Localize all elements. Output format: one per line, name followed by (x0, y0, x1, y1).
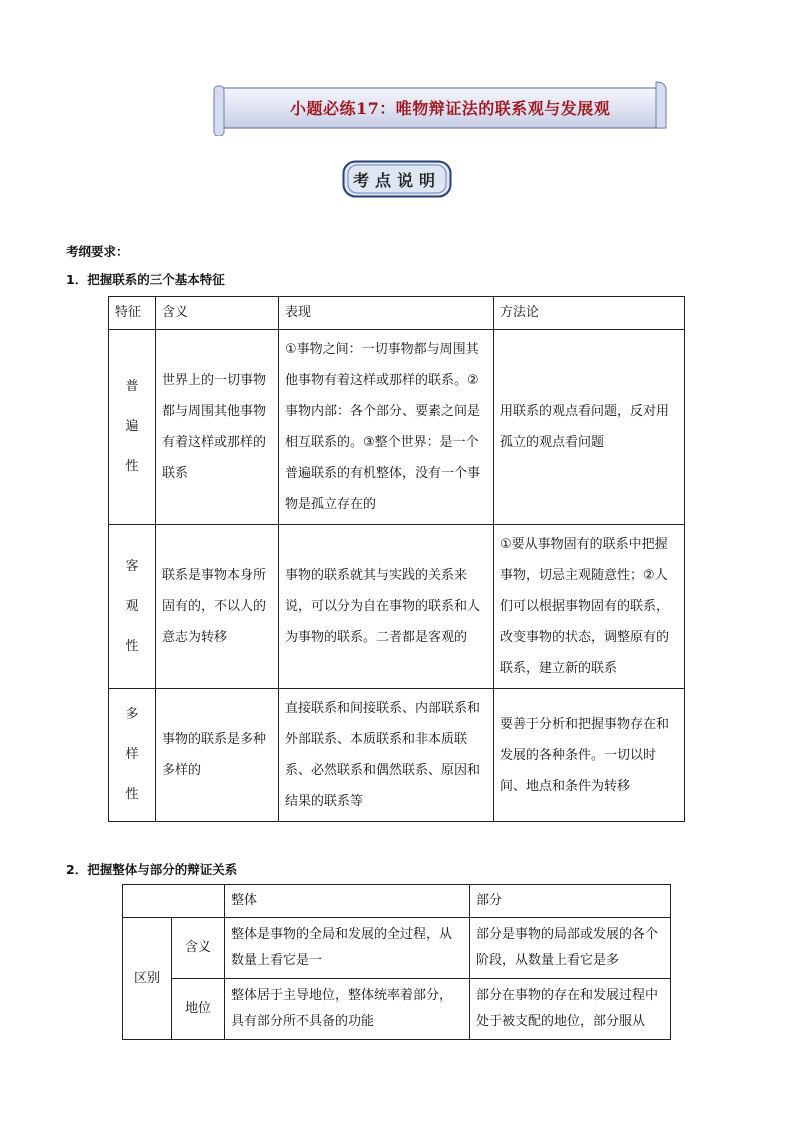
feature-cell: 客 观 性 (109, 525, 156, 689)
header-expression: 表现 (279, 297, 494, 330)
methodology-cell: ①要从事物固有的联系中把握事物，切忌主观随意性；②人们可以根据事物固有的联系，改变事物的状态，调整原有的联系，建立新的联系 (494, 525, 685, 689)
header-part: 部分 (470, 885, 671, 918)
methodology-cell: 要善于分析和把握事物存在和发展的各种条件。一切以时间、地点和条件为转移 (494, 689, 685, 822)
table-header-row (123, 885, 671, 918)
feature-cell: 普 遍 性 (109, 330, 156, 525)
part-cell: 部分是事物的局部或发展的各个阶段，从数量上看它是多 (470, 918, 671, 979)
expression-cell: ①事物之间：一切事物都与周围其他事物有着这样或那样的联系。②事物内部：各个部分、要素之间是相互联系的。③整个世界：是一个普遍联系的有机整体，没有一个事物是孤立存在的 (279, 330, 494, 525)
table-header-row (109, 297, 685, 330)
table-row (109, 525, 685, 689)
methodology-cell: 用联系的观点看问题，反对用孤立的观点看问题 (494, 330, 685, 525)
section-badge (342, 160, 452, 198)
part-cell: 部分在事物的存在和发展过程中处于被支配的地位，部分服从 (470, 979, 671, 1040)
group-label-cell: 区别 (123, 918, 172, 1040)
header-whole: 整体 (225, 885, 470, 918)
expression-cell: 事物的联系就其与实践的关系来说，可以分为自在事物的联系和人为事物的联系。二者都是客观的 (279, 525, 494, 689)
whole-part-table (122, 884, 671, 1040)
section2-title: 2．把握整体与部分的辩证关系 (66, 862, 238, 877)
connection-features-table (108, 296, 685, 822)
table-row (123, 979, 671, 1040)
feature-cell: 多 样 性 (109, 689, 156, 822)
meaning-cell: 联系是事物本身所固有的，不以人的意志为转移 (156, 525, 279, 689)
expression-cell: 直接联系和间接联系、内部联系和外部联系、本质联系和非本质联系、必然联系和偶然联系、原因和结果的联系等 (279, 689, 494, 822)
page-title: 小题必练17：唯物辩证法的联系观与发展观 (290, 99, 611, 118)
whole-cell: 整体居于主导地位，整体统率着部分，具有部分所不具备的功能 (225, 979, 470, 1040)
header-feature: 特征 (109, 297, 156, 330)
badge-label: 考点说明 (352, 171, 441, 190)
header-empty (123, 885, 225, 918)
table-row (109, 330, 685, 525)
meaning-cell: 世界上的一切事物都与周围其他事物有着这样或那样的联系 (156, 330, 279, 525)
whole-cell: 整体是事物的全局和发展的全过程，从数量上看它是一 (225, 918, 470, 979)
meaning-cell: 事物的联系是多种多样的 (156, 689, 279, 822)
title-banner (212, 80, 668, 136)
table-row (123, 918, 671, 979)
row-label-cell: 地位 (172, 979, 225, 1040)
table-row (109, 689, 685, 822)
requirement-heading: 考纲要求： (66, 244, 129, 259)
header-meaning: 含义 (156, 297, 279, 330)
section1-title: 1．把握联系的三个基本特征 (66, 272, 225, 287)
header-methodology: 方法论 (494, 297, 685, 330)
row-label-cell: 含义 (172, 918, 225, 979)
